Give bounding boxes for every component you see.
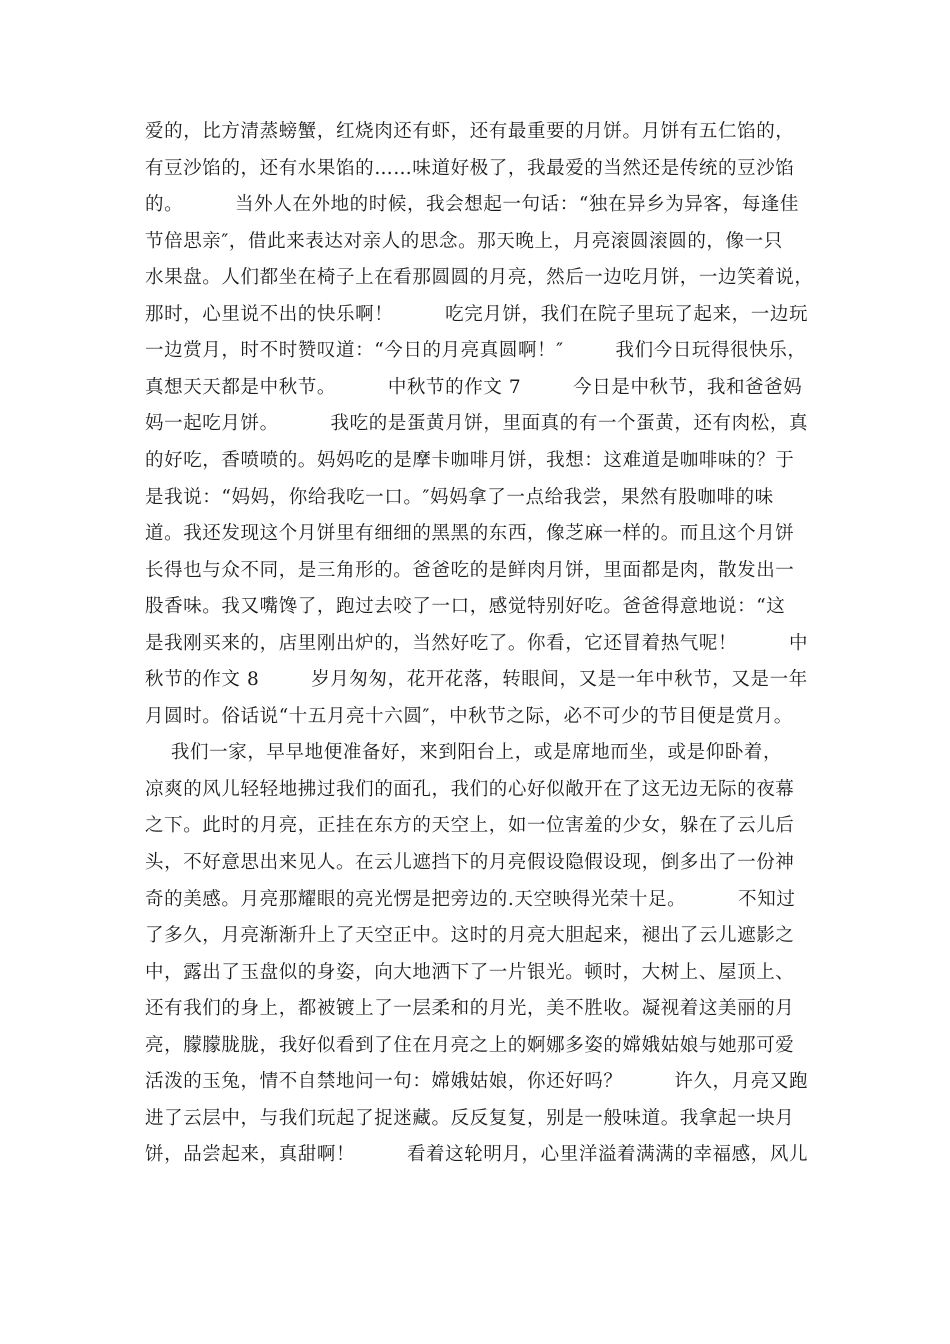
text-line: 秋节的作文 8 岁月匆匆，花开花落，转眼间，又是一年中秋节，又是一年 — [145, 669, 808, 691]
text-line: 奇的美感。月亮那耀眼的亮光愣是把旁边的.天空映得光荣十足。 不知过 — [145, 888, 796, 910]
text-line: 股香味。我又嘴馋了，跑过去咬了一口，感觉特别好吃。爸爸得意地说：“这 — [145, 596, 786, 618]
text-line: 是我说：“妈妈，你给我吃一口。″妈妈拿了一点给我尝，果然有股咖啡的味 — [145, 486, 774, 508]
text-line: 亮，朦朦胧胧，我好似看到了住在月亮之上的婀娜多姿的嫦娥姑娘与她那可爱 — [145, 1034, 795, 1056]
text-line: 那时，心里说不出的快乐啊！ 吃完月饼，我们在院子里玩了起来，一边玩 — [145, 303, 809, 325]
text-line: 节倍思亲″，借此来表达对亲人的思念。那天晚上，月亮滚圆滚圆的，像一只 — [145, 230, 783, 252]
text-line: 进了云层中，与我们玩起了捉迷藏。反反复复，别是一般味道。我拿起一块月 — [145, 1107, 795, 1129]
text-line: 活泼的玉兔，情不自禁地问一句：嫦娥姑娘，你还好吗？ 许久，月亮又跑 — [145, 1071, 809, 1093]
text-line: 了多久，月亮渐渐升上了天空正中。这时的月亮大胆起来，褪出了云儿遮影之 — [145, 925, 795, 947]
text-line: 之下。此时的月亮，正挂在东方的天空上，如一位害羞的少女，躲在了云儿后 — [145, 815, 795, 837]
text-line: 的好吃，香喷喷的。妈妈吃的是摩卡咖啡月饼，我想：这难道是咖啡味的？于 — [145, 449, 795, 471]
text-line: 水果盘。人们都坐在椅子上在看那圆圆的月亮，然后一边吃月饼，一边笑着说， — [145, 267, 814, 289]
text-line: 头，不好意思出来见人。在云儿遮挡下的月亮假设隐假设现，倒多出了一份神 — [145, 852, 795, 873]
text-line: 爱的，比方清蒸螃蟹，红烧肉还有虾，还有最重要的月饼。月饼有五仁馅的， — [145, 121, 795, 142]
text-line: 是我刚买来的，店里刚出炉的，当然好吃了。你看，它还冒着热气呢！ 中 — [145, 632, 809, 654]
text-line: 有豆沙馅的，还有水果馅的……味道好极了，我最爱的当然还是传统的豆沙馅 — [145, 157, 795, 179]
text-line: 妈一起吃月饼。 我吃的是蛋黄月饼，里面真的有一个蛋黄，还有肉松，真 — [145, 413, 809, 435]
text-line: 中，露出了玉盘似的身姿，向大地洒下了一片银光。顿时，大树上、屋顶上、 — [145, 961, 795, 983]
text-line: 月圆时。俗话说“十五月亮十六圆″，中秋节之际，必不可少的节目便是赏月。 — [145, 705, 793, 727]
text-line: 真想天天都是中秋节。 中秋节的作文 7 今日是中秋节，我和爸爸妈 — [145, 376, 803, 398]
text-line: 道。我还发现这个月饼里有细细的黑黑的东西，像芝麻一样的。而且这个月饼 — [145, 523, 795, 544]
text-line: 长得也与众不同，是三角形的。爸爸吃的是鲜肉月饼，里面都是肉，散发出一 — [145, 559, 795, 581]
text-line: 还有我们的身上，都被镀上了一层柔和的月光，美不胜收。凝视着这美丽的月 — [145, 998, 795, 1020]
text-line: 我们一家，早早地便准备好，来到阳台上，或是席地而坐，或是仰卧着， — [145, 742, 783, 764]
text-line: 凉爽的风儿轻轻地拂过我们的面孔，我们的心好似敞开在了这无边无际的夜幕 — [145, 778, 795, 800]
text-line: 饼，品尝起来，真甜啊！ 看着这轮明月，心里洋溢着满满的幸福感，风儿 — [145, 1144, 809, 1166]
text-line: 的。 当外人在外地的时候，我会想起一句话：“独在异乡为异客，每逢佳 — [145, 194, 800, 216]
text-line: 一边赏月，时不时赞叹道：“今日的月亮真圆啊！″ 我们今日玩得很快乐， — [145, 340, 807, 362]
